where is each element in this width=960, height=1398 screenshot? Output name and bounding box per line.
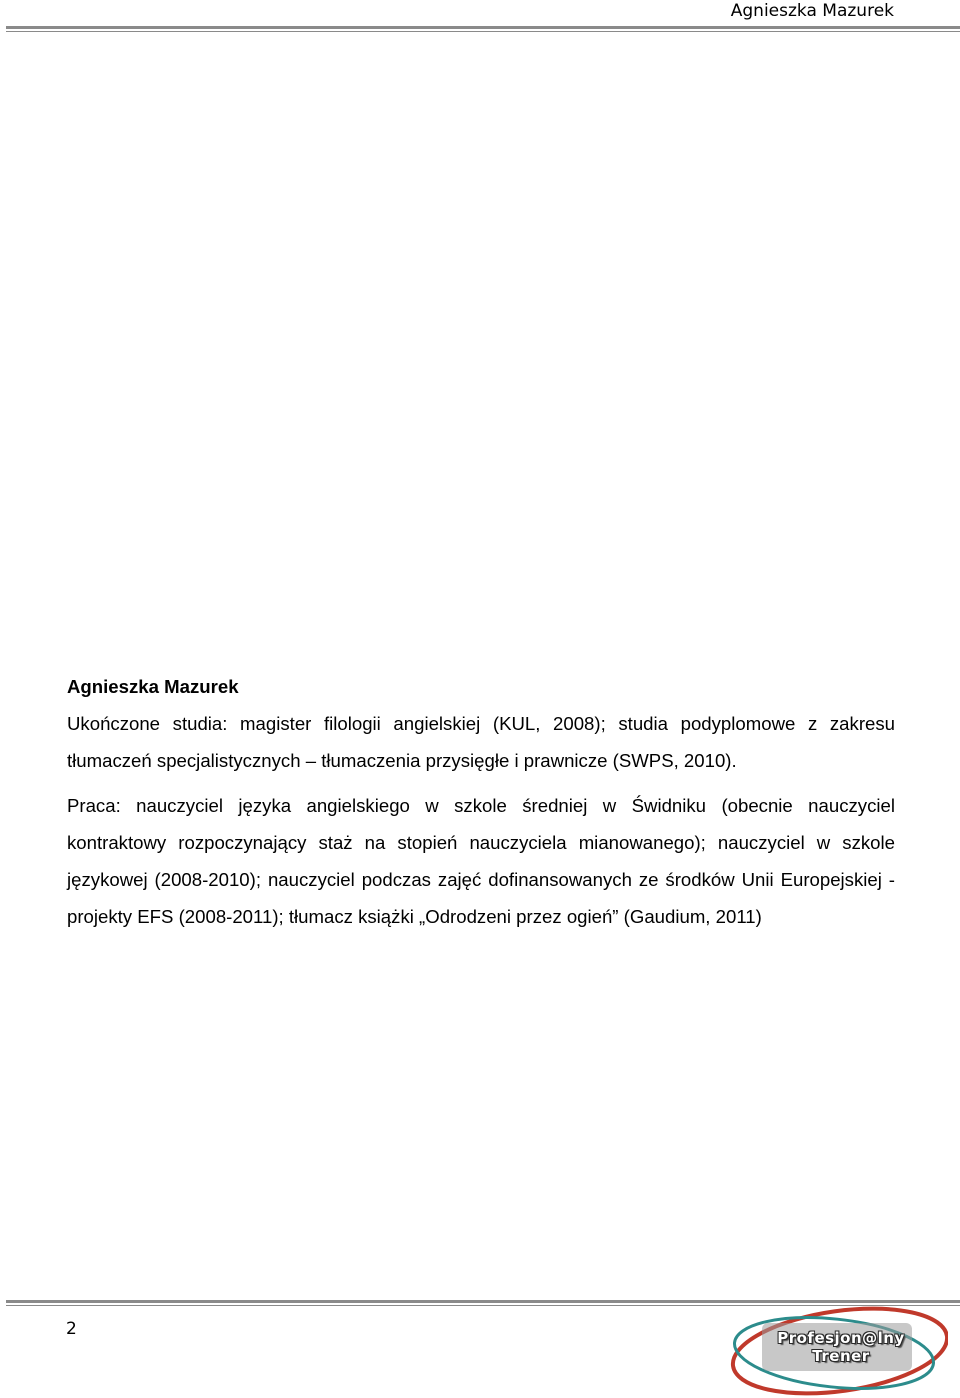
profesjonalny-trener-logo <box>722 1305 948 1397</box>
bio-work: Praca: nauczyciel języka angielskiego w szkole średniej w Świdniku (obecnie nauczyciel kontraktowy rozpoczynający staż na stopień nauczyciela mianowanego); nauczyciel w szkole językowej (2008-2010); nauczyciel podczas zajęć dofinansowanych ze środków Unii Europejskiej - projekty EFS (2008-2011); tłumacz książki „Odrodzeni przez ogień” (Gaudium, 2011) <box>67 795 895 927</box>
logo-line-2: Trener <box>812 1347 870 1365</box>
bio-author-name: Agnieszka Mazurek <box>67 676 239 697</box>
header-divider <box>6 26 960 32</box>
logo-line-1: Profesjon@lny <box>777 1329 905 1347</box>
page-number: 2 <box>66 1319 77 1339</box>
bio-education: Ukończone studia: magister filologii angielskiej (KUL, 2008); studia podyplomowe z zakresu tłumaczeń specjalistycznych – tłumaczenia przysięgłe i prawnicze (SWPS, 2010). <box>67 713 895 771</box>
running-header-author: Agnieszka Mazurek <box>730 1 894 21</box>
bio-section <box>67 668 895 935</box>
logo-wordmark <box>766 1329 916 1365</box>
